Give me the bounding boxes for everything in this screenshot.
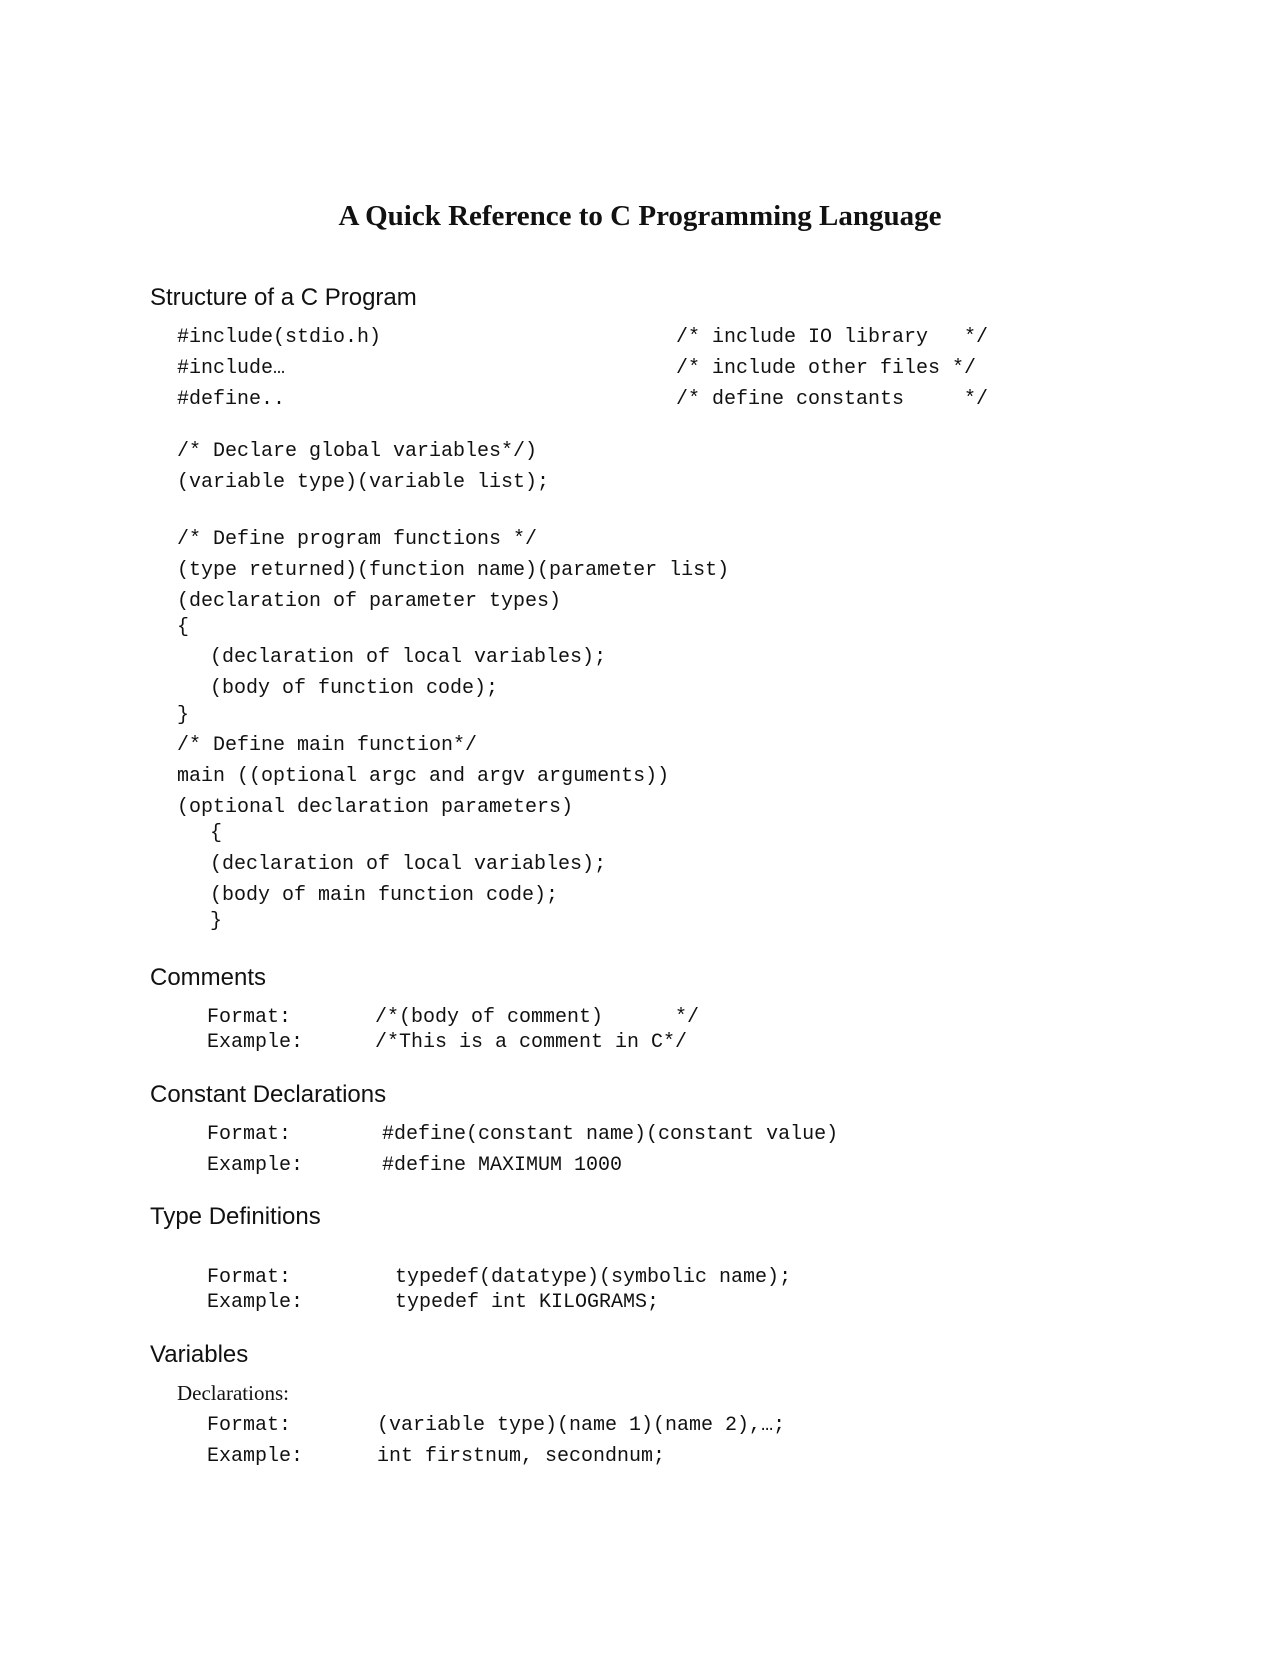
format-value: #define(constant name)(constant value) [382,1123,839,1146]
variables-subheading: Declarations: [177,1381,289,1405]
section-heading-constants: Constant Declarations [150,1081,387,1108]
code-line: #define.. [177,388,286,411]
code-brace: { [210,822,223,845]
format-value: typedef(datatype)(symbolic name); [395,1266,792,1289]
page-title: A Quick Reference to C Programming Language [338,200,942,232]
example-value: typedef int KILOGRAMS; [395,1291,660,1314]
example-label: Example: [207,1291,304,1314]
code-line: #include(stdio.h) [177,326,382,349]
format-label: Format: [207,1123,292,1146]
example-label: Example: [207,1031,304,1054]
section-heading-comments: Comments [150,964,267,991]
code-comment: /* include IO library */ [676,326,989,349]
example-value: /*This is a comment in C*/ [375,1031,688,1054]
example-label: Example: [207,1154,304,1177]
code-line: #include… [177,357,286,380]
code-comment: /* Define program functions */ [177,528,538,551]
format-value: (variable type)(name 1)(name 2),…; [377,1414,786,1437]
format-label: Format: [207,1414,292,1437]
code-brace: } [177,704,190,727]
code-line: (body of function code); [210,677,499,700]
code-line: (variable type)(variable list); [177,471,550,494]
code-comment: /* include other files */ [676,357,977,380]
format-label: Format: [207,1266,292,1289]
code-brace: } [210,910,223,933]
code-line: (declaration of local variables); [210,853,607,876]
code-comment: /* Define main function*/ [177,734,478,757]
example-value: int firstnum, secondnum; [377,1445,666,1468]
code-line: (declaration of local variables); [210,646,607,669]
section-heading-structure: Structure of a C Program [150,284,417,311]
example-label: Example: [207,1445,304,1468]
code-line: (declaration of parameter types) [177,590,562,613]
code-line: (optional declaration parameters) [177,796,574,819]
code-brace: { [177,616,190,639]
code-comment: /* Declare global variables*/) [177,440,538,463]
format-value: /*(body of comment) */ [375,1006,700,1029]
example-value: #define MAXIMUM 1000 [382,1154,623,1177]
format-label: Format: [207,1006,292,1029]
code-line: (body of main function code); [210,884,559,907]
code-line: main ((optional argc and argv arguments)) [177,765,670,788]
section-heading-variables: Variables [150,1341,249,1368]
code-line: (type returned)(function name)(parameter list) [177,559,730,582]
section-heading-typedefs: Type Definitions [150,1203,321,1230]
code-comment: /* define constants */ [676,388,989,411]
